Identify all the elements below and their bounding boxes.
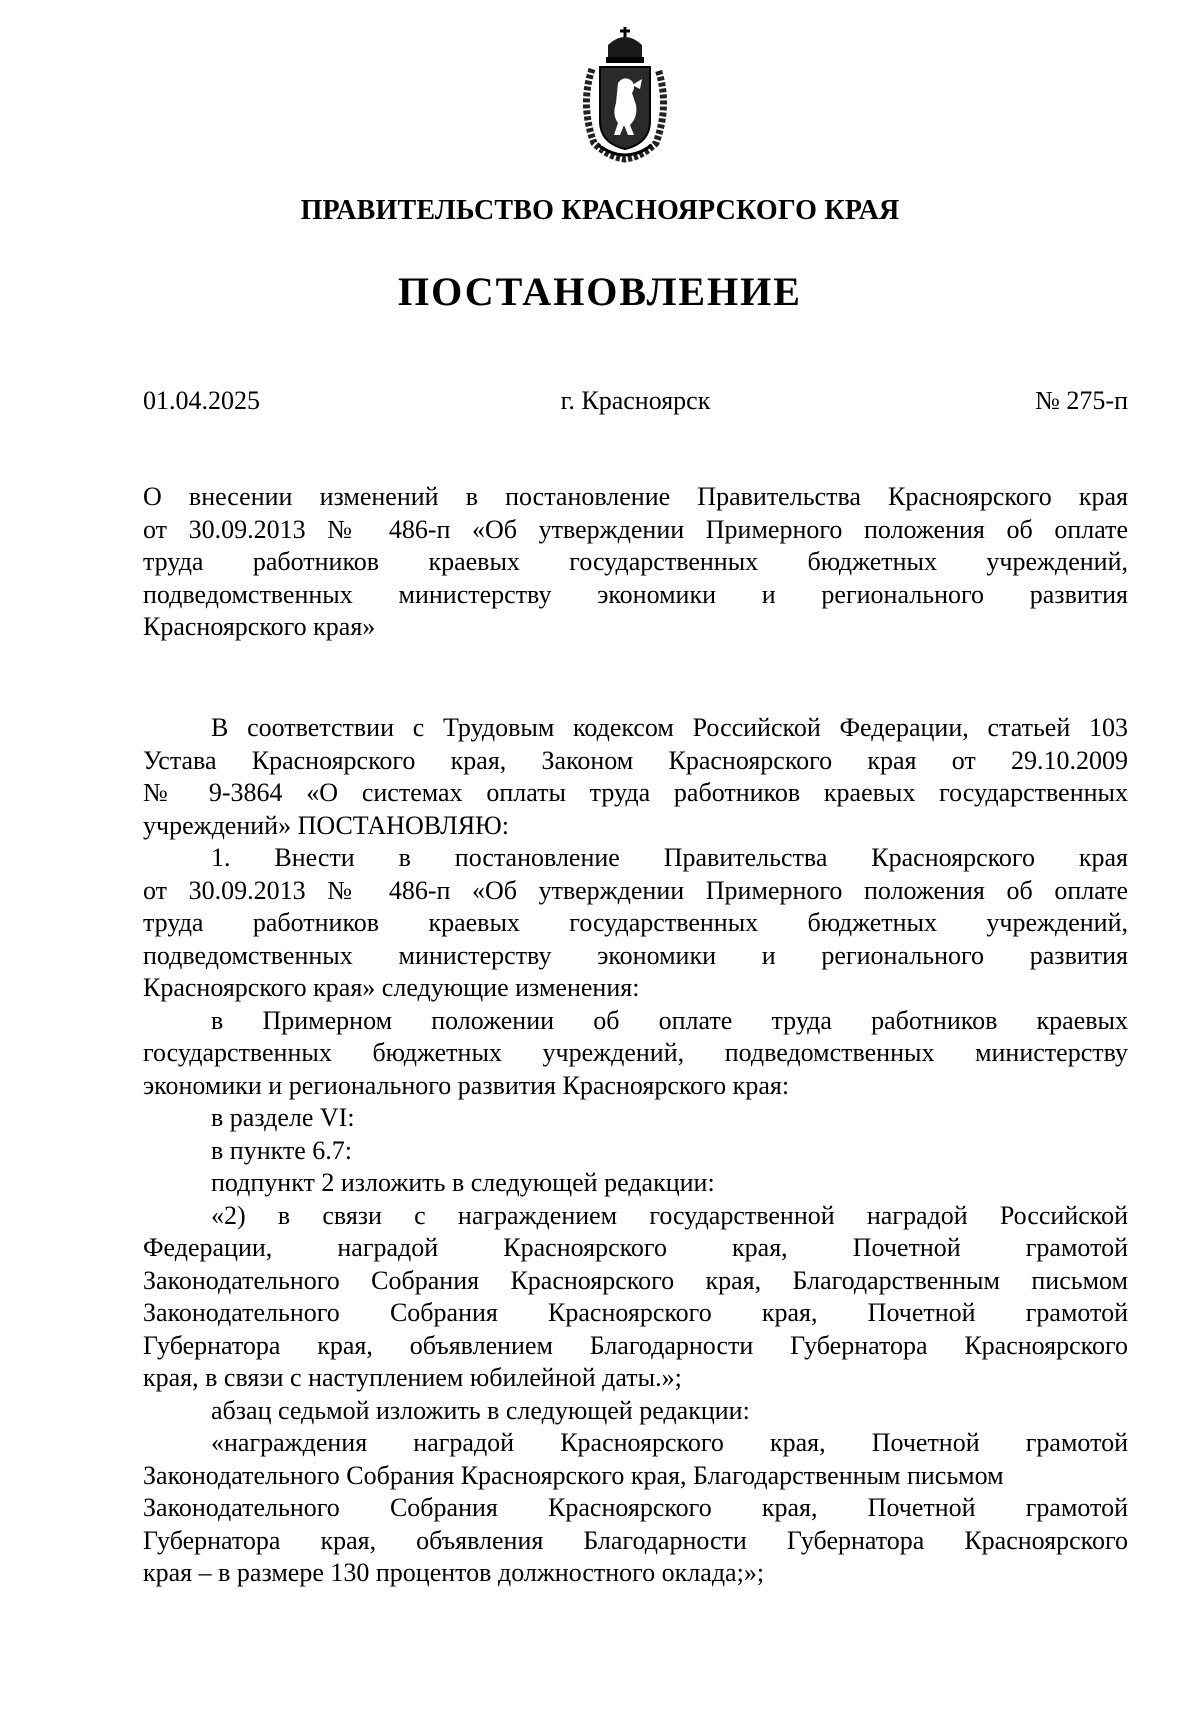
body-line: государственных бюджетных учреждений, подведомственных министерству <box>143 1038 1128 1067</box>
document-type-heading: ПОСТАНОВЛЕНИЕ <box>398 269 802 314</box>
body-line: в разделе VI: <box>211 1103 355 1132</box>
body-line: Красноярского края» следующие изменения: <box>143 973 640 1002</box>
body-line: Законодательного Собрания Красноярского края, Почетной грамотой <box>143 1298 1128 1327</box>
resolution-body <box>143 712 1128 1590</box>
body-line: края, в связи с наступлением юбилейной даты.»; <box>143 1363 682 1392</box>
body-line: от 30.09.2013 № 486-п «Об утверждении Примерного положения об оплате <box>143 875 1128 905</box>
title-line: Красноярского края» <box>143 612 376 641</box>
body-line: Губернатора края, объявления Благодарности Губернатора Красноярского <box>143 1525 1128 1555</box>
document-meta <box>143 386 1128 426</box>
body-line: «награждения наградой Красноярского края, Почетной грамотой <box>211 1428 1128 1457</box>
body-line: экономики и регионального развития Красноярского края: <box>143 1070 790 1100</box>
body-line: абзац седьмой изложить в следующей редакции: <box>211 1395 750 1425</box>
body-line: в пункте 6.7: <box>211 1135 353 1165</box>
title-line: О внесении изменений в постановление Правительства Красноярского края <box>143 482 1128 511</box>
document-date: 01.04.2025 <box>143 386 260 415</box>
body-line: подведомственных министерству экономики и регионального развития <box>143 940 1128 970</box>
authority-title: ПРАВИТЕЛЬСТВО КРАСНОЯРСКОГО КРАЯ <box>300 195 900 226</box>
body-line: края – в размере 130 процентов должностного оклада;»; <box>143 1558 765 1587</box>
body-line: Законодательного Собрания Красноярского края, Благодарственным письмом <box>143 1460 1004 1490</box>
body-line: 1. Внести в постановление Правительства Красноярского края <box>211 843 1128 872</box>
body-line: труда работников краевых государственных бюджетных учреждений, <box>143 908 1128 937</box>
title-line: подведомственных министерству экономики и регионального развития <box>143 579 1128 609</box>
body-line: В соответствии с Трудовым кодексом Российской Федерации, статьей 103 <box>211 713 1128 742</box>
body-line: Законодательного Собрания Красноярского края, Почетной грамотой <box>143 1493 1128 1522</box>
body-line: Устава Красноярского края, Законом Красноярского края от 29.10.2009 <box>143 745 1128 775</box>
body-line: в Примерном положении об оплате труда работников краевых <box>211 1005 1128 1035</box>
title-line: от 30.09.2013 № 486-п «Об утверждении Примерного положения об оплате <box>143 514 1128 544</box>
title-line: труда работников краевых государственных бюджетных учреждений, <box>143 547 1128 576</box>
body-line: подпункт 2 изложить в следующей редакции: <box>211 1168 715 1197</box>
body-line: Губернатора края, объявлением Благодарности Губернатора Красноярского <box>143 1330 1128 1360</box>
document-city: г. Красноярск <box>560 386 711 415</box>
document-number: № 275-п <box>1035 386 1128 415</box>
body-line: № 9-3864 «О системах оплаты труда работников краевых государственных <box>143 778 1128 807</box>
resolution-title <box>143 481 1128 644</box>
krasnoyarsk-coat-of-arms-icon <box>578 25 672 163</box>
body-line: «2) в связи с награждением государственной наградой Российской <box>211 1200 1128 1230</box>
body-line: Законодательного Собрания Красноярского края, Благодарственным письмом <box>143 1265 1128 1295</box>
body-line: учреждений» ПОСТАНОВЛЯЮ: <box>143 810 509 840</box>
body-line: Федерации, наградой Красноярского края, Почетной грамотой <box>143 1233 1128 1262</box>
